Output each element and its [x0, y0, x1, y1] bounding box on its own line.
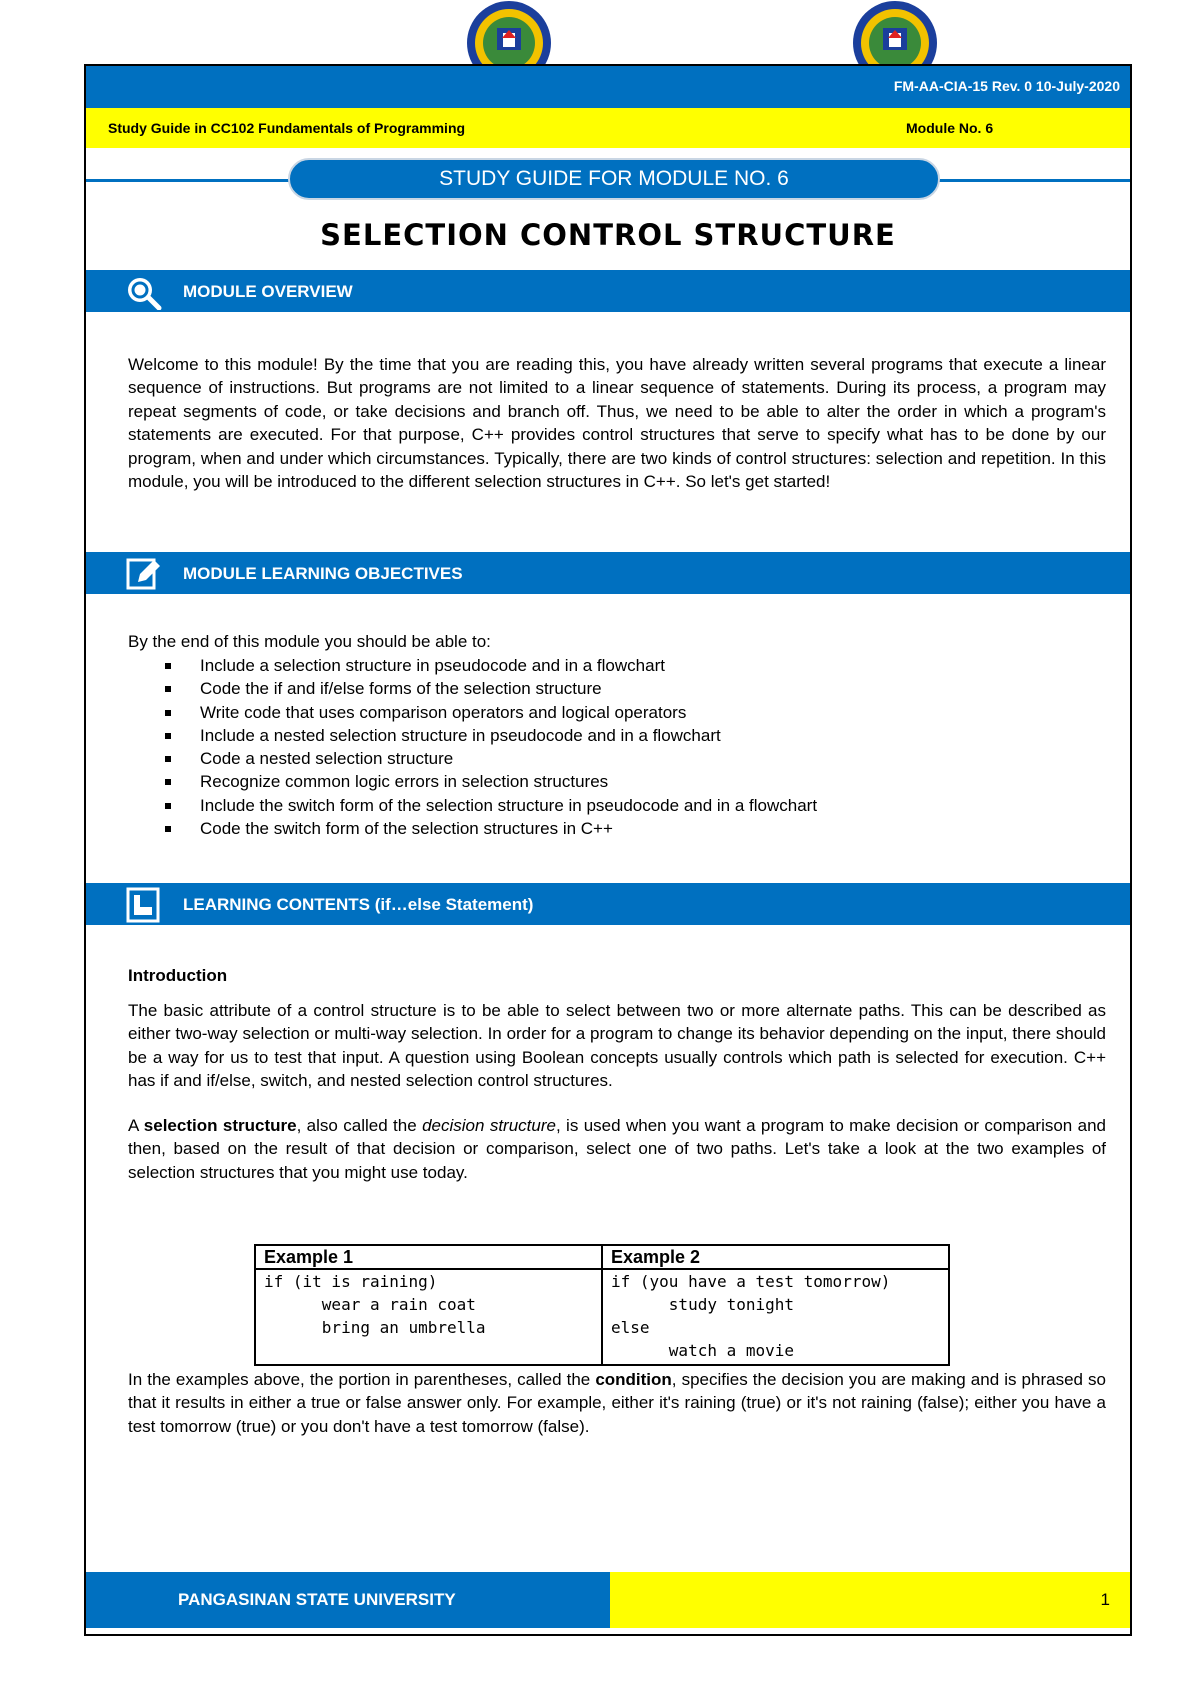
page-title: SELECTION CONTROL STRUCTURE [320, 218, 896, 252]
list-item: Write code that uses comparison operators and logical operators [128, 701, 817, 724]
objectives-header [86, 552, 1130, 594]
code-line: bring an umbrella [264, 1318, 486, 1337]
study-guide-banner: STUDY GUIDE FOR MODULE NO. 6 [288, 158, 940, 200]
footer-page [610, 1572, 1130, 1628]
footer-university [86, 1572, 610, 1628]
module-overview-header [86, 270, 1130, 312]
list-item: Include a selection structure in pseudocode and in a flowchart [128, 654, 817, 677]
list-item: Code the if and if/else forms of the selection structure [128, 677, 817, 700]
learning-contents-header [86, 883, 1130, 925]
code-line: study tonight [611, 1295, 795, 1314]
form-code: FM-AA-CIA-15 Rev. 0 10-July-2020 [893, 78, 1120, 94]
module-overview-label: MODULE OVERVIEW [183, 282, 353, 301]
condition-paragraph [128, 1368, 1106, 1438]
code-line: if (you have a test tomorrow) [611, 1272, 891, 1291]
list-item: Include the switch form of the selection structure in pseudocode and in a flowchart [128, 794, 817, 817]
university-seal-right [852, 0, 938, 70]
introduction-paragraph: The basic attribute of a control structure is to be able to select between two or more alternate paths. This can be described as either two-way selection or multi-way selection. In order for a program to change its behavior depending on the input, there should be a way for us to test that input. A question using Boolean concepts usually controls which path is selected for execution. C++ has if and if/else, switch, and nested selection control structures. [128, 1001, 1106, 1091]
objectives-intro: By the end of this module you should be able to: [128, 632, 491, 651]
condition-term: condition [595, 1370, 672, 1389]
text-span: In the examples above, the portion in parentheses, called the [128, 1370, 596, 1389]
list-item: Code a nested selection structure [128, 747, 817, 770]
selection-structure-paragraph [128, 1114, 1106, 1184]
list-item: Include a nested selection structure in pseudocode and in a flowchart [128, 724, 817, 747]
page-frame [84, 64, 1132, 1636]
pencil-icon [124, 556, 164, 592]
example-1-header: Example 1 [255, 1245, 602, 1269]
code-line: watch a movie [611, 1341, 795, 1360]
university-name: PANGASINAN STATE UNIVERSITY [178, 1590, 456, 1609]
selection-structure-term: selection structure [143, 1116, 297, 1135]
code-line: else [611, 1318, 650, 1337]
header-blue-bar [86, 66, 1130, 108]
objectives-label: MODULE LEARNING OBJECTIVES [183, 564, 463, 583]
code-line: wear a rain coat [264, 1295, 476, 1314]
text-span: , also called the [296, 1116, 423, 1135]
university-seal-left [466, 0, 552, 70]
text-span: , specifies the decision you are making and is phrased so that it results in either a true or false answer only. For example, either it's raining (true) or it's not raining (false); either you have a test tomorrow (true) or you don't have a test tomorrow (false). [128, 1370, 1106, 1436]
introduction-heading: Introduction [128, 966, 228, 985]
code-line: if (it is raining) [264, 1272, 438, 1291]
text-span: , is used when you want a program to make decision or comparison and then, based on the result of that decision or comparison, select one of two paths. Let's take a look at the two examples of selection structures that you might use today. [128, 1116, 1106, 1182]
example-1-code [255, 1269, 602, 1365]
example-2-code [602, 1269, 949, 1365]
list-item: Code the switch form of the selection structures in C++ [128, 817, 817, 840]
text-span: A [128, 1116, 144, 1135]
magnifier-icon [124, 274, 164, 310]
overview-paragraph: Welcome to this module! By the time that you are reading this, you have already written several programs that execute a linear sequence of instructions. But programs are not limited to a linear sequence of statements. During its process, a program may repeat segments of code, or take decisions and branch off. Thus, we need to be able to alter the order in which a program's statements are executed. For that purpose, C++ provides control structures that serve to specify what has to be done by our program, when and under which circumstances. Typically, there are two kinds of control structures: selection and repetition. In this module, you will be introduced to the different selection structures in C++. So let's get started! [128, 355, 1106, 492]
page-number: 1 [1100, 1590, 1110, 1609]
decision-structure-term: decision structure [422, 1116, 556, 1135]
book-icon [124, 887, 164, 923]
example-2-header: Example 2 [602, 1245, 949, 1269]
header-yellow-bar [86, 108, 1130, 148]
course-title: Study Guide in CC102 Fundamentals of Programming [108, 120, 466, 136]
examples-table [254, 1244, 950, 1366]
module-number: Module No. 6 [906, 120, 994, 136]
list-item: Recognize common logic errors in selection structures [128, 770, 817, 793]
objectives-list [128, 654, 817, 840]
learning-contents-label: LEARNING CONTENTS (if…else Statement) [183, 895, 534, 914]
